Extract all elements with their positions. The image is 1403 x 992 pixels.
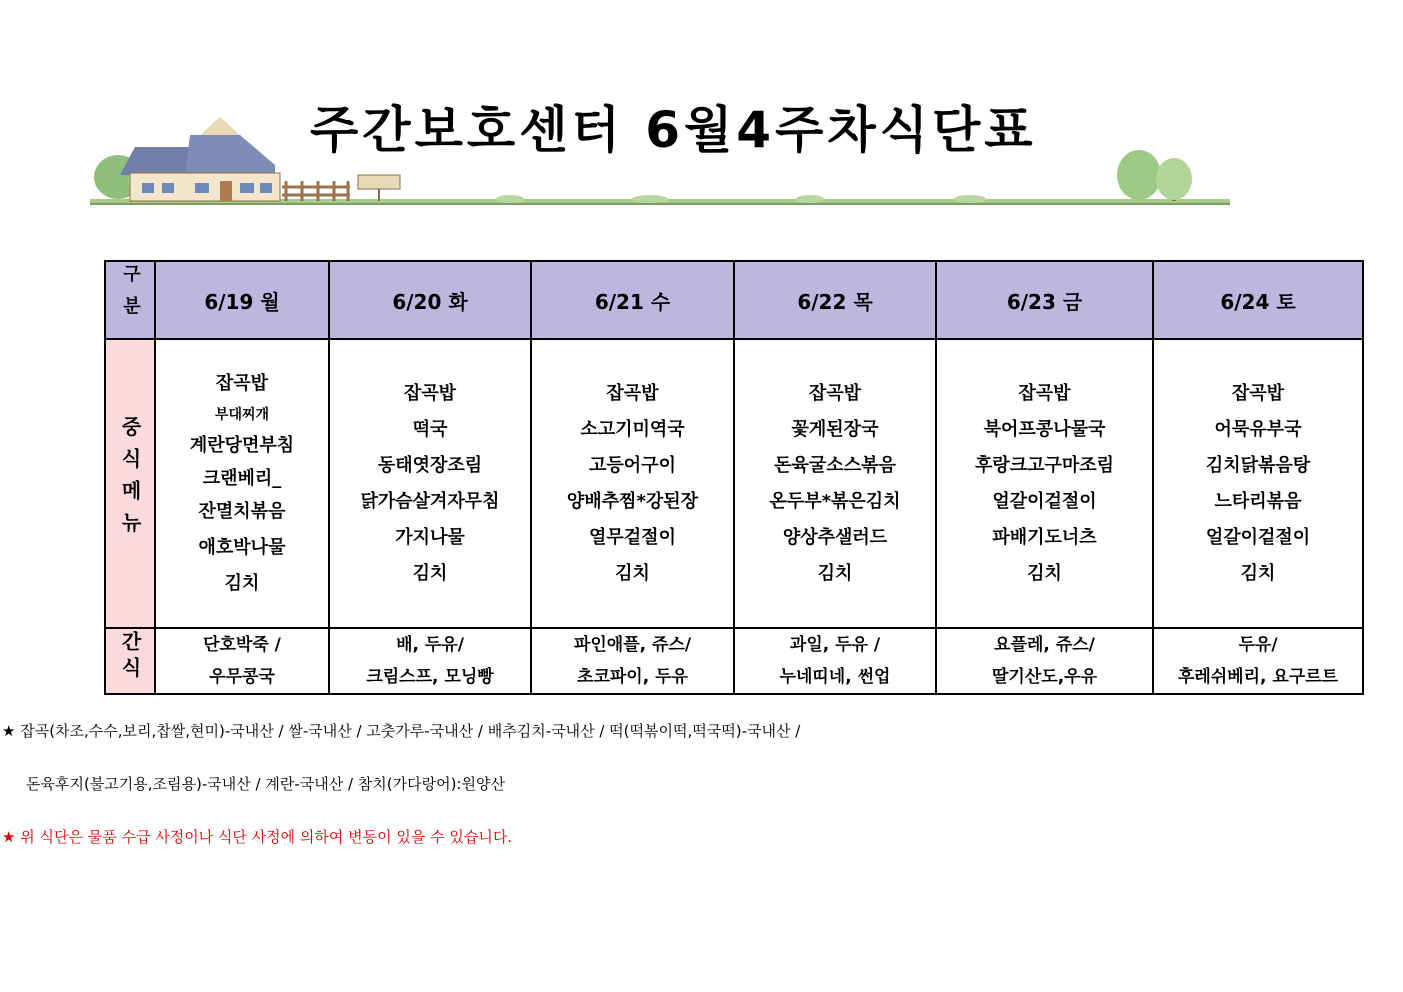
menu-item: 열무겉절이 <box>589 526 676 548</box>
snack-cell <box>1153 628 1363 694</box>
menu-item: 계란당면부침 <box>189 434 295 456</box>
menu-item: 파배기도너츠 <box>992 526 1097 548</box>
snack-item: 우무콩국 <box>209 667 275 687</box>
menu-item: 잡곡밥 <box>403 382 457 404</box>
lunch-cell <box>1153 339 1363 628</box>
menu-item: 애호박나물 <box>198 536 286 558</box>
menu-item: 돈육굴소스볶음 <box>774 454 896 476</box>
menu-item: 동태엿장조림 <box>377 454 483 476</box>
snack-label <box>105 628 155 694</box>
menu-item: 후랑크고구마조림 <box>974 454 1115 476</box>
menu-item: 떡국 <box>412 418 448 440</box>
menu-item: 김치 <box>1027 562 1062 584</box>
menu-item: 잔멸치볶음 <box>198 500 286 522</box>
snack-item: 후레쉬베리, 요구르트 <box>1177 667 1339 687</box>
snack-cell <box>329 628 531 694</box>
day-header: 6/22 목 <box>734 261 936 339</box>
snack-item: 초코파이, 두유 <box>577 667 688 687</box>
menu-item: 얼갈이겉절이 <box>992 490 1097 512</box>
menu-item: 잡곡밥 <box>606 382 659 404</box>
menu-item: 소고기미역국 <box>580 418 685 440</box>
lunch-cell <box>155 339 329 628</box>
snack-item: 단호박죽 / <box>203 635 281 655</box>
menu-item: 온두부*볶은김치 <box>769 490 901 512</box>
lunch-label-text: 중식메뉴 <box>118 415 142 544</box>
menu-item: 크랜베리_ <box>202 467 282 489</box>
origin-note-line1: ★ 잡곡(차조,수수,보리,찹쌀,현미)-국내산 / 쌀-국내산 / 고춧가루-국내산 / 배추김치-국내산 / 떡(떡볶이떡,떡국떡)-국내산 / <box>2 722 801 740</box>
lunch-cell <box>329 339 531 628</box>
lunch-row <box>105 339 1363 628</box>
lunch-label <box>105 339 155 628</box>
snack-item: 과일, 두유 / <box>789 635 881 655</box>
menu-item: 잡곡밥 <box>808 382 862 404</box>
menu-item: 양상추샐러드 <box>782 526 888 548</box>
day-header: 6/19 월 <box>155 261 329 339</box>
menu-table <box>104 260 1364 695</box>
menu-item: 얼갈이겉절이 <box>1205 526 1311 548</box>
snack-cell <box>936 628 1153 694</box>
menu-item: 양배추찜*강된장 <box>566 490 699 512</box>
menu-item: 가지나물 <box>395 526 465 548</box>
day-header: 6/24 토 <box>1153 261 1363 339</box>
snack-cell <box>155 628 329 694</box>
snack-cell <box>734 628 936 694</box>
lunch-cell <box>734 339 936 628</box>
day-header: 6/20 화 <box>329 261 531 339</box>
menu-item: 김치 <box>224 572 260 594</box>
snack-item: 파인애플, 쥬스/ <box>573 635 692 655</box>
snack-item: 크림스프, 모닝빵 <box>366 667 494 687</box>
snack-cell <box>531 628 734 694</box>
day-header: 6/23 금 <box>936 261 1153 339</box>
snack-item: 누네띠네, 썬업 <box>779 667 891 687</box>
menu-item: 잡곡밥 <box>215 372 269 394</box>
category-label-text: 구분 <box>120 264 141 328</box>
header-row <box>105 261 1363 339</box>
menu-item: 김치닭볶음탕 <box>1205 454 1311 476</box>
menu-item: 꽃게된장국 <box>791 418 879 440</box>
snack-item: 배, 두유/ <box>396 635 464 655</box>
category-label <box>105 261 155 339</box>
menu-item: 어묵유부국 <box>1214 418 1302 440</box>
snack-item: 딸기산도,우유 <box>992 667 1097 687</box>
menu-item: 잡곡밥 <box>1018 382 1071 404</box>
snack-row <box>105 628 1363 694</box>
page-title: 주간보호센터 6월4주차식단표 <box>310 101 1037 159</box>
lunch-cell <box>531 339 734 628</box>
menu-item: 김치 <box>615 562 650 584</box>
day-header: 6/21 수 <box>531 261 734 339</box>
menu-item: 닭가슴살겨자무침 <box>360 490 500 512</box>
lunch-cell <box>936 339 1153 628</box>
menu-item: 김치 <box>817 562 853 584</box>
menu-item: 느타리볶음 <box>1214 490 1302 512</box>
snack-item: 요플레, 쥬스/ <box>994 635 1095 655</box>
snack-item: 두유/ <box>1238 635 1278 655</box>
menu-item: 김치 <box>1240 562 1276 584</box>
menu-item: 고등어구이 <box>589 454 676 476</box>
snack-label-text: 간식 <box>118 631 142 683</box>
menu-item: 북어프콩나물국 <box>983 418 1106 440</box>
menu-item: 잡곡밥 <box>1231 382 1285 404</box>
menu-item: 부대찌개 <box>214 406 270 423</box>
disclaimer-note: ★ 위 식단은 물품 수급 사정이나 식단 사정에 의하여 변동이 있을 수 있습니다. <box>2 828 513 846</box>
origin-note-line2: 돈육후지(불고기용,조림용)-국내산 / 계란-국내산 / 참치(가다랑어):원양산 <box>26 775 505 793</box>
menu-item: 김치 <box>412 562 448 584</box>
